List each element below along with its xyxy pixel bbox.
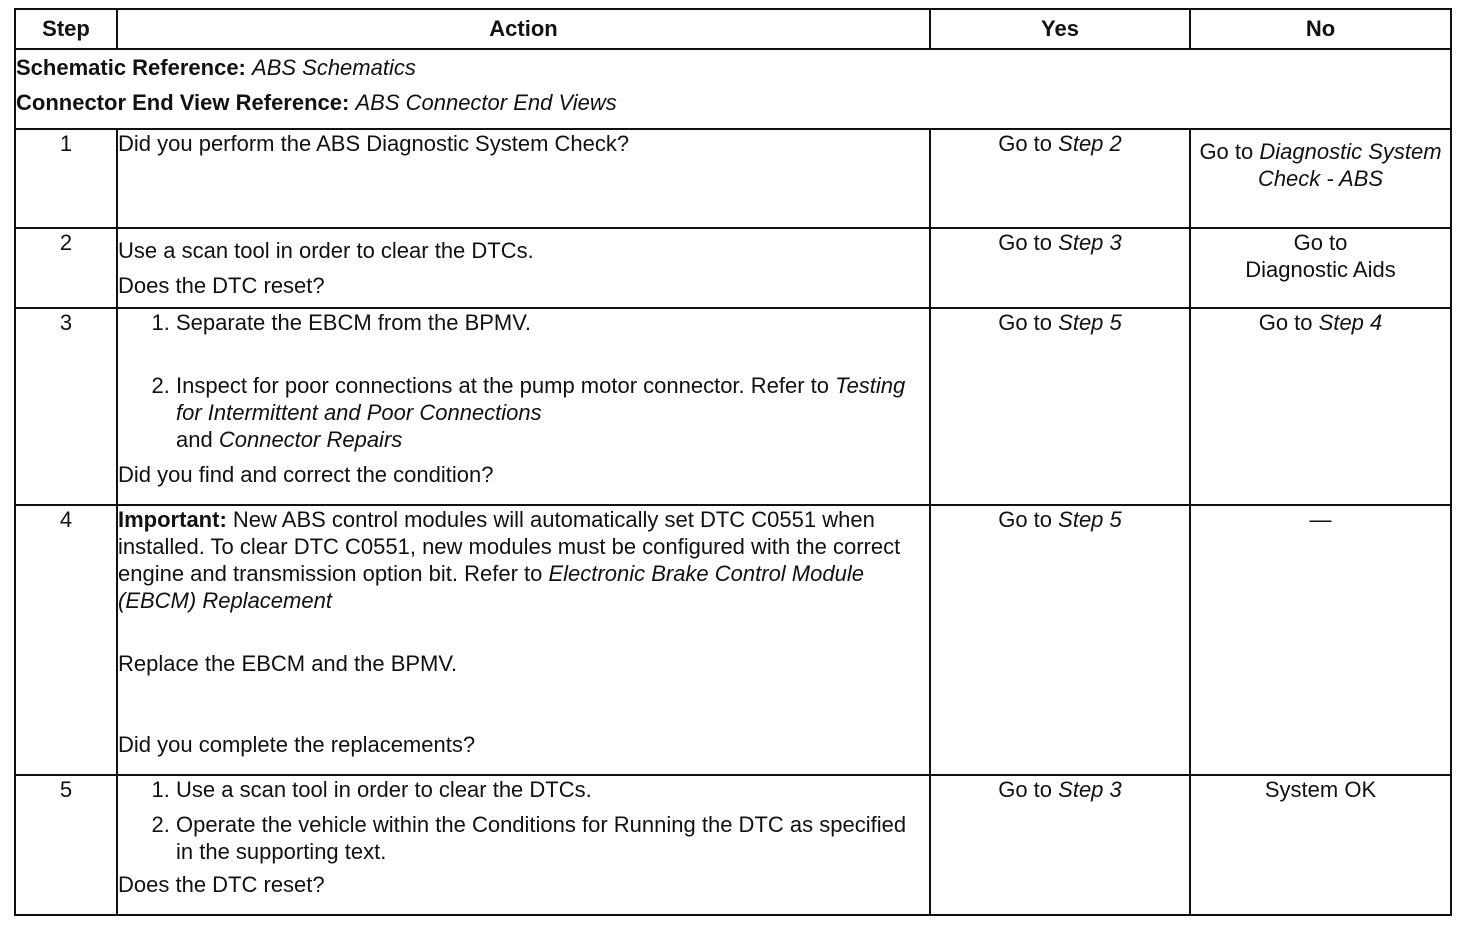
no-dash: — (1309, 507, 1332, 532)
yes-link[interactable]: Step 3 (1058, 230, 1122, 255)
header-no: No (1190, 9, 1451, 49)
action-cell (117, 228, 930, 308)
yes-cell (930, 129, 1190, 228)
table-row (15, 308, 1451, 505)
header-row (15, 9, 1451, 49)
step-number: 5 (15, 775, 117, 915)
yes-prefix: Go to (998, 507, 1053, 532)
yes-prefix: Go to (998, 777, 1053, 802)
yes-cell (930, 775, 1190, 915)
action-instruction: Replace the EBCM and the BPMV. (118, 651, 458, 676)
no-prefix: Go to (1293, 230, 1348, 255)
yes-prefix: Go to (998, 310, 1053, 335)
header-step: Step (15, 9, 117, 49)
connector-reference-label: Connector End View Reference: (16, 90, 350, 115)
no-prefix: Go to (1258, 310, 1313, 335)
list-item-text: and (176, 427, 213, 452)
action-question: Does the DTC reset? (118, 273, 325, 298)
ebcm-replacement-link[interactable]: Electronic Brake Control Module (EBCM) Replacement (118, 561, 864, 613)
schematic-reference-label: Schematic Reference: (16, 55, 246, 80)
step-list (118, 776, 929, 865)
yes-link[interactable]: Step 5 (1058, 310, 1122, 335)
no-link[interactable]: Diagnostic System Check - ABS (1257, 139, 1442, 191)
table-row (15, 775, 1451, 915)
no-cell (1190, 228, 1451, 308)
no-cell (1190, 308, 1451, 505)
no-cell (1190, 505, 1451, 775)
no-prefix: Go to (1199, 139, 1254, 164)
yes-link[interactable]: Step 3 (1058, 777, 1122, 802)
reference-cell (15, 49, 1451, 129)
list-item: 1. Separate the EBCM from the BPMV. (176, 309, 929, 336)
step-number: 4 (15, 505, 117, 775)
action-question: Did you perform the ABS Diagnostic System Check? (118, 131, 630, 156)
table-row (15, 129, 1451, 228)
step-number: 2 (15, 228, 117, 308)
action-question: Does the DTC reset? (118, 872, 325, 897)
action-cell (117, 505, 930, 775)
no-cell (1190, 775, 1451, 915)
step-number: 1 (15, 129, 117, 228)
action-instruction: Use a scan tool in order to clear the DTCs. (118, 238, 534, 263)
schematic-reference-link[interactable]: ABS Schematics (252, 55, 416, 80)
table-row (15, 228, 1451, 308)
connector-reference-link[interactable]: ABS Connector End Views (355, 90, 617, 115)
diagnostic-table (14, 8, 1452, 916)
step-number: 3 (15, 308, 117, 505)
no-result: System OK (1264, 777, 1377, 802)
header-action: Action (117, 9, 930, 49)
yes-cell (930, 228, 1190, 308)
yes-cell (930, 308, 1190, 505)
yes-link[interactable]: Step 2 (1058, 131, 1122, 156)
yes-prefix: Go to (998, 131, 1053, 156)
action-question: Did you find and correct the condition? (118, 462, 494, 487)
connector-reference (16, 85, 1450, 120)
yes-cell (930, 505, 1190, 775)
no-link[interactable]: Step 4 (1318, 310, 1383, 335)
action-cell (117, 129, 930, 228)
step-list (118, 309, 929, 453)
list-item-text: Inspect for poor connections at the pump motor connector. Refer to (176, 373, 830, 398)
important-text: New ABS control modules will automatically set DTC C0551 when installed. To clear DTC C0551, new modules must be configured with the correct engine and transmission option bit. Refer to (118, 507, 901, 586)
action-cell (117, 775, 930, 915)
no-link[interactable]: Diagnostic Aids (1245, 257, 1396, 282)
reference-row (15, 49, 1451, 129)
important-note (118, 506, 929, 614)
list-item (176, 372, 929, 453)
yes-link[interactable]: Step 5 (1058, 507, 1122, 532)
no-cell (1190, 129, 1451, 228)
yes-prefix: Go to (998, 230, 1053, 255)
action-question: Did you complete the replacements? (118, 732, 476, 757)
list-item: 1. Use a scan tool in order to clear the DTCs. (176, 776, 929, 803)
list-item: 2. Operate the vehicle within the Conditions for Running the DTC as specified in the supporting text. (176, 811, 929, 865)
intermittent-connections-link[interactable]: Testing for Intermittent and Poor Connections (176, 373, 906, 425)
action-cell (117, 308, 930, 505)
header-yes: Yes (930, 9, 1190, 49)
schematic-reference (16, 50, 1450, 85)
important-label: Important: (118, 507, 227, 532)
table-row (15, 505, 1451, 775)
connector-repairs-link[interactable]: Connector Repairs (218, 427, 403, 452)
